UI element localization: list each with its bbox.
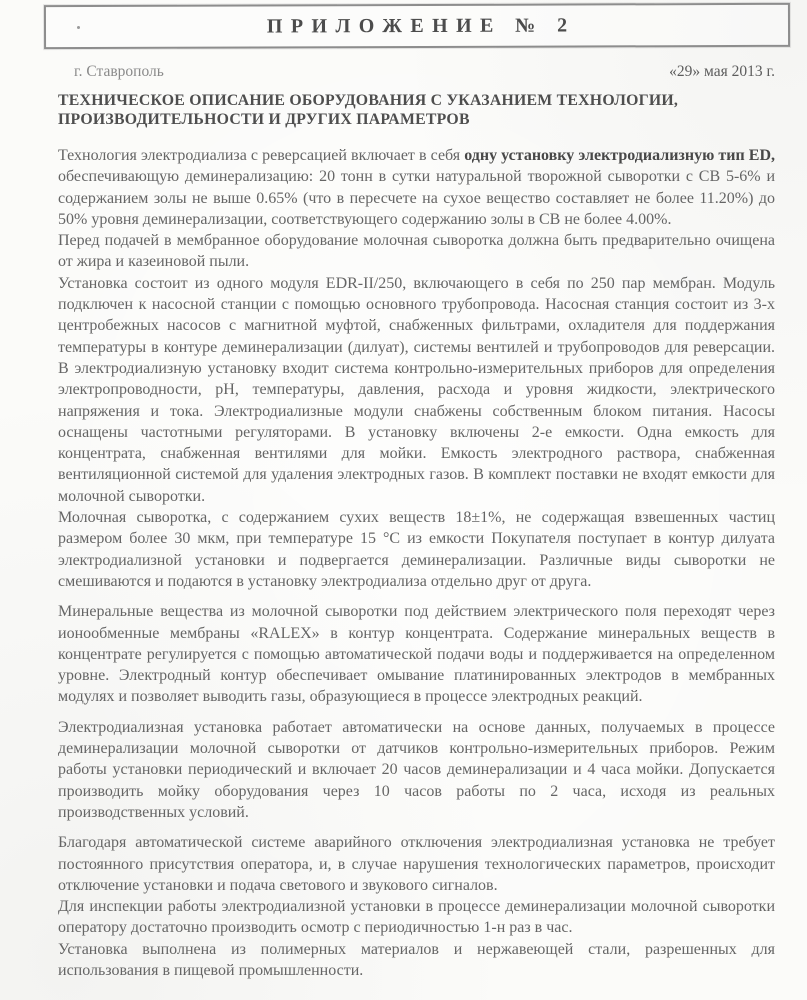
paragraph [58,230,775,273]
paragraph-run: обеспечивающую деминерализацию: 20 тонн в сутки натуральной творожной сыворотки с СВ 5-6% и содержанием золы не выше 0.65% (что в пересчете на сухое вещество составляет не более 11.20%) до 50% уровня деминерализации, соответствующего содержанию золы в СВ не более 4.00%. [58,168,775,228]
document-body [58,145,775,981]
meta-row [58,63,775,81]
paragraph [58,507,775,592]
scan-speck [77,26,80,29]
appendix-title-box [44,3,790,49]
paragraph-run: Технология электродиализа с реверсацией включает в себя [58,147,465,164]
document-heading: ТЕХНИЧЕСКОЕ ОПИСАНИЕ ОБОРУДОВАНИЯ С УКАЗАНИЕМ ТЕХНОЛОГИИ, ПРОИЗВОДИТЕЛЬНОСТИ И ДРУГИХ ПАРАМЕТРОВ [58,92,679,128]
paragraph-run: Минеральные вещества из молочной сыворотки под действием электрического поля переходят через ионообменные мембраны «RALEX» в контур концентрата. Содержание минеральных веществ в концентрате регулируется с помощью автоматической подачи воды и поддерживается на определенном уровне. Электродный контур обеспечивает омывание платинированных электродов в мембранных модулях и позволяет выводить газы, образующиеся в процессе электродных реакций. [58,603,775,706]
paragraph [58,939,775,982]
paragraph-bold-run: одну установку электродиализную тип ED, [464,147,775,164]
paragraph-run: Перед подачей в мембранное оборудование молочная сыворотка должна быть предварительно очищена от жира и казеиновой пыли. [58,232,775,271]
paragraph [58,832,775,896]
city-label: г. Ставрополь [74,63,164,80]
paragraph [58,145,775,230]
paragraph [58,273,775,507]
paragraph-run: Установка состоит из одного модуля EDR-II/250, включающего в себя по 250 пар мембран. Модуль подключен к насосной станции с помощью основного трубопровода. Насосная станция состоит из 3-х центробежных насосов с магнитной муфтой, снабженных фильтрами, охладителя для поддержания температуры в контуре деминерализации (дилуат), системы вентилей и трубопроводов для реверсации. В электродиализную установку входит система контрольно-измерительных приборов для определения электропроводности, pH, температуры, давления, расхода и уровня жидкости, электрического напряжения и тока. Электродиализные модули снабжены собственным блоком питания. Насосы оснащены частотными регуляторами. В установку включены 2-е емкости. Одна емкость для концентрата, снабженная вентилями для мойки. Емкость электродного раствора, снабженная вентиляционной системой для удаления электродных газов. В комплект поставки не входят емкости для молочной сыворотки. [58,274,775,505]
paragraph [58,896,775,939]
date-label: «29» мая 2013 г. [669,63,775,80]
paragraph [58,717,775,823]
paragraph [58,601,775,707]
paragraph-run: Электродиализная установка работает автоматически на основе данных, получаемых в процессе деминерализации молочной сыворотки от датчиков контрольно-измерительных приборов. Режим работы установки периодический и включает 20 часов деминерализации и 4 часа мойки. Допускается производить мойку оборудования через 10 часов работы по 2 часа, исходя из реальных производственных условий. [58,718,775,821]
paragraph-run: Молочная сыворотка, с содержанием сухих веществ 18±1%, не содержащая взвешенных частиц размером более 30 мкм, при температуре 15 °С из емкости Покупателя поступает в контур дилуата электродиализной установки и подвергается деминерализации. Различные виды сыворотки не смешиваются и подаются в установку электродиализа отдельно друг от друга. [58,509,775,590]
paragraph-run: Установка выполнена из полимерных материалов и нержавеющей стали, разрешенных для использования в пищевой промышленности. [58,940,775,979]
paragraph-run: Для инспекции работы электродиализной установки в процессе деминерализации молочной сыворотки оператору достаточно производить осмотр с периодичностью 1-н раз в час. [58,898,775,937]
paragraph-run: Благодаря автоматической системе аварийного отключения электродиализная установка не требует постоянного присутствия оператора, и, в случае нарушения технологических параметров, происходит отключение установки и подача светового и звукового сигналов. [58,834,775,894]
appendix-title: ПРИЛОЖЕНИЕ № 2 [266,14,576,37]
